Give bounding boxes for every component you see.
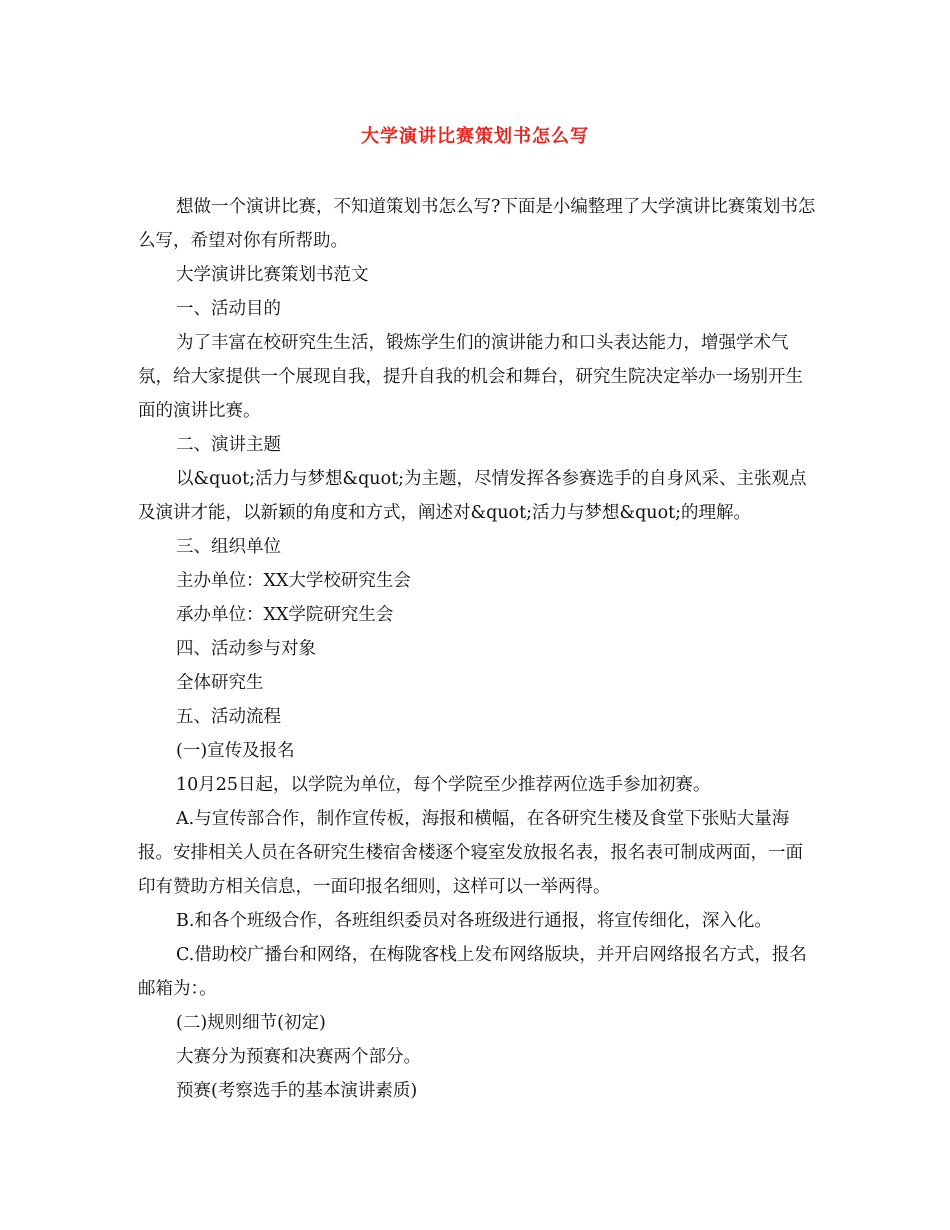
paragraph: A.与宣传部合作，制作宣传板，海报和横幅，在各研究生楼及食堂下张贴大量海报。安排相关人员在各研究生楼宿舍楼逐个寝室发放报名表，报名表可制成两面，一面印有赞助方相关信息，一面印报名细则，这样可以一举两得。 (138, 809, 803, 897)
subsection-heading: (二)规则细节(初定) (176, 1013, 326, 1033)
section-heading: 三、组织单位 (176, 537, 281, 557)
paragraph: 为了丰富在校研究生生活，锻炼学生们的演讲能力和口头表达能力，增强学术气氛，给大家提供一个展现自我，提升自我的机会和舞台，研究生院决定举办一场别开生面的演讲比赛。 (138, 333, 803, 421)
paragraph: 大赛分为预赛和决赛两个部分。 (176, 1047, 421, 1067)
paragraph: 承办单位：XX学院研究生会 (176, 605, 394, 625)
paragraph: B.和各个班级合作，各班组织委员对各班级进行通报，将宣传细化，深入化。 (176, 911, 772, 931)
section-heading: 五、活动流程 (176, 707, 281, 727)
paragraph: 大学演讲比赛策划书范文 (176, 265, 369, 285)
section-heading: 二、演讲主题 (176, 435, 281, 455)
section-heading: 四、活动参与对象 (176, 639, 316, 659)
paragraph: 想做一个演讲比赛，不知道策划书怎么写?下面是小编整理了大学演讲比赛策划书怎么写，希望对你有所帮助。 (138, 197, 816, 251)
section-heading: 一、活动目的 (176, 299, 281, 319)
paragraph: 10月25日起，以学院为单位，每个学院至少推荐两位选手参加初赛。 (176, 775, 711, 795)
subsection-heading: (一)宣传及报名 (176, 741, 295, 761)
document-body (138, 190, 818, 1108)
paragraph: 预赛(考察选手的基本演讲素质) (176, 1081, 418, 1101)
paragraph: 全体研究生 (176, 673, 264, 693)
paragraph: 以&quot;活力与梦想&quot;为主题，尽情发挥各参赛选手的自身风采、主张观点及演讲才能，以新颖的角度和方式，阐述对&quot;活力与梦想&quot;的理解。 (138, 469, 807, 523)
paragraph: C.借助校广播台和网络，在梅陇客栈上发布网络版块，并开启网络报名方式，报名邮箱为：。 (138, 945, 807, 999)
document-title: 大学演讲比赛策划书怎么写 (361, 126, 589, 147)
paragraph: 主办单位：XX大学校研究生会 (176, 571, 411, 591)
